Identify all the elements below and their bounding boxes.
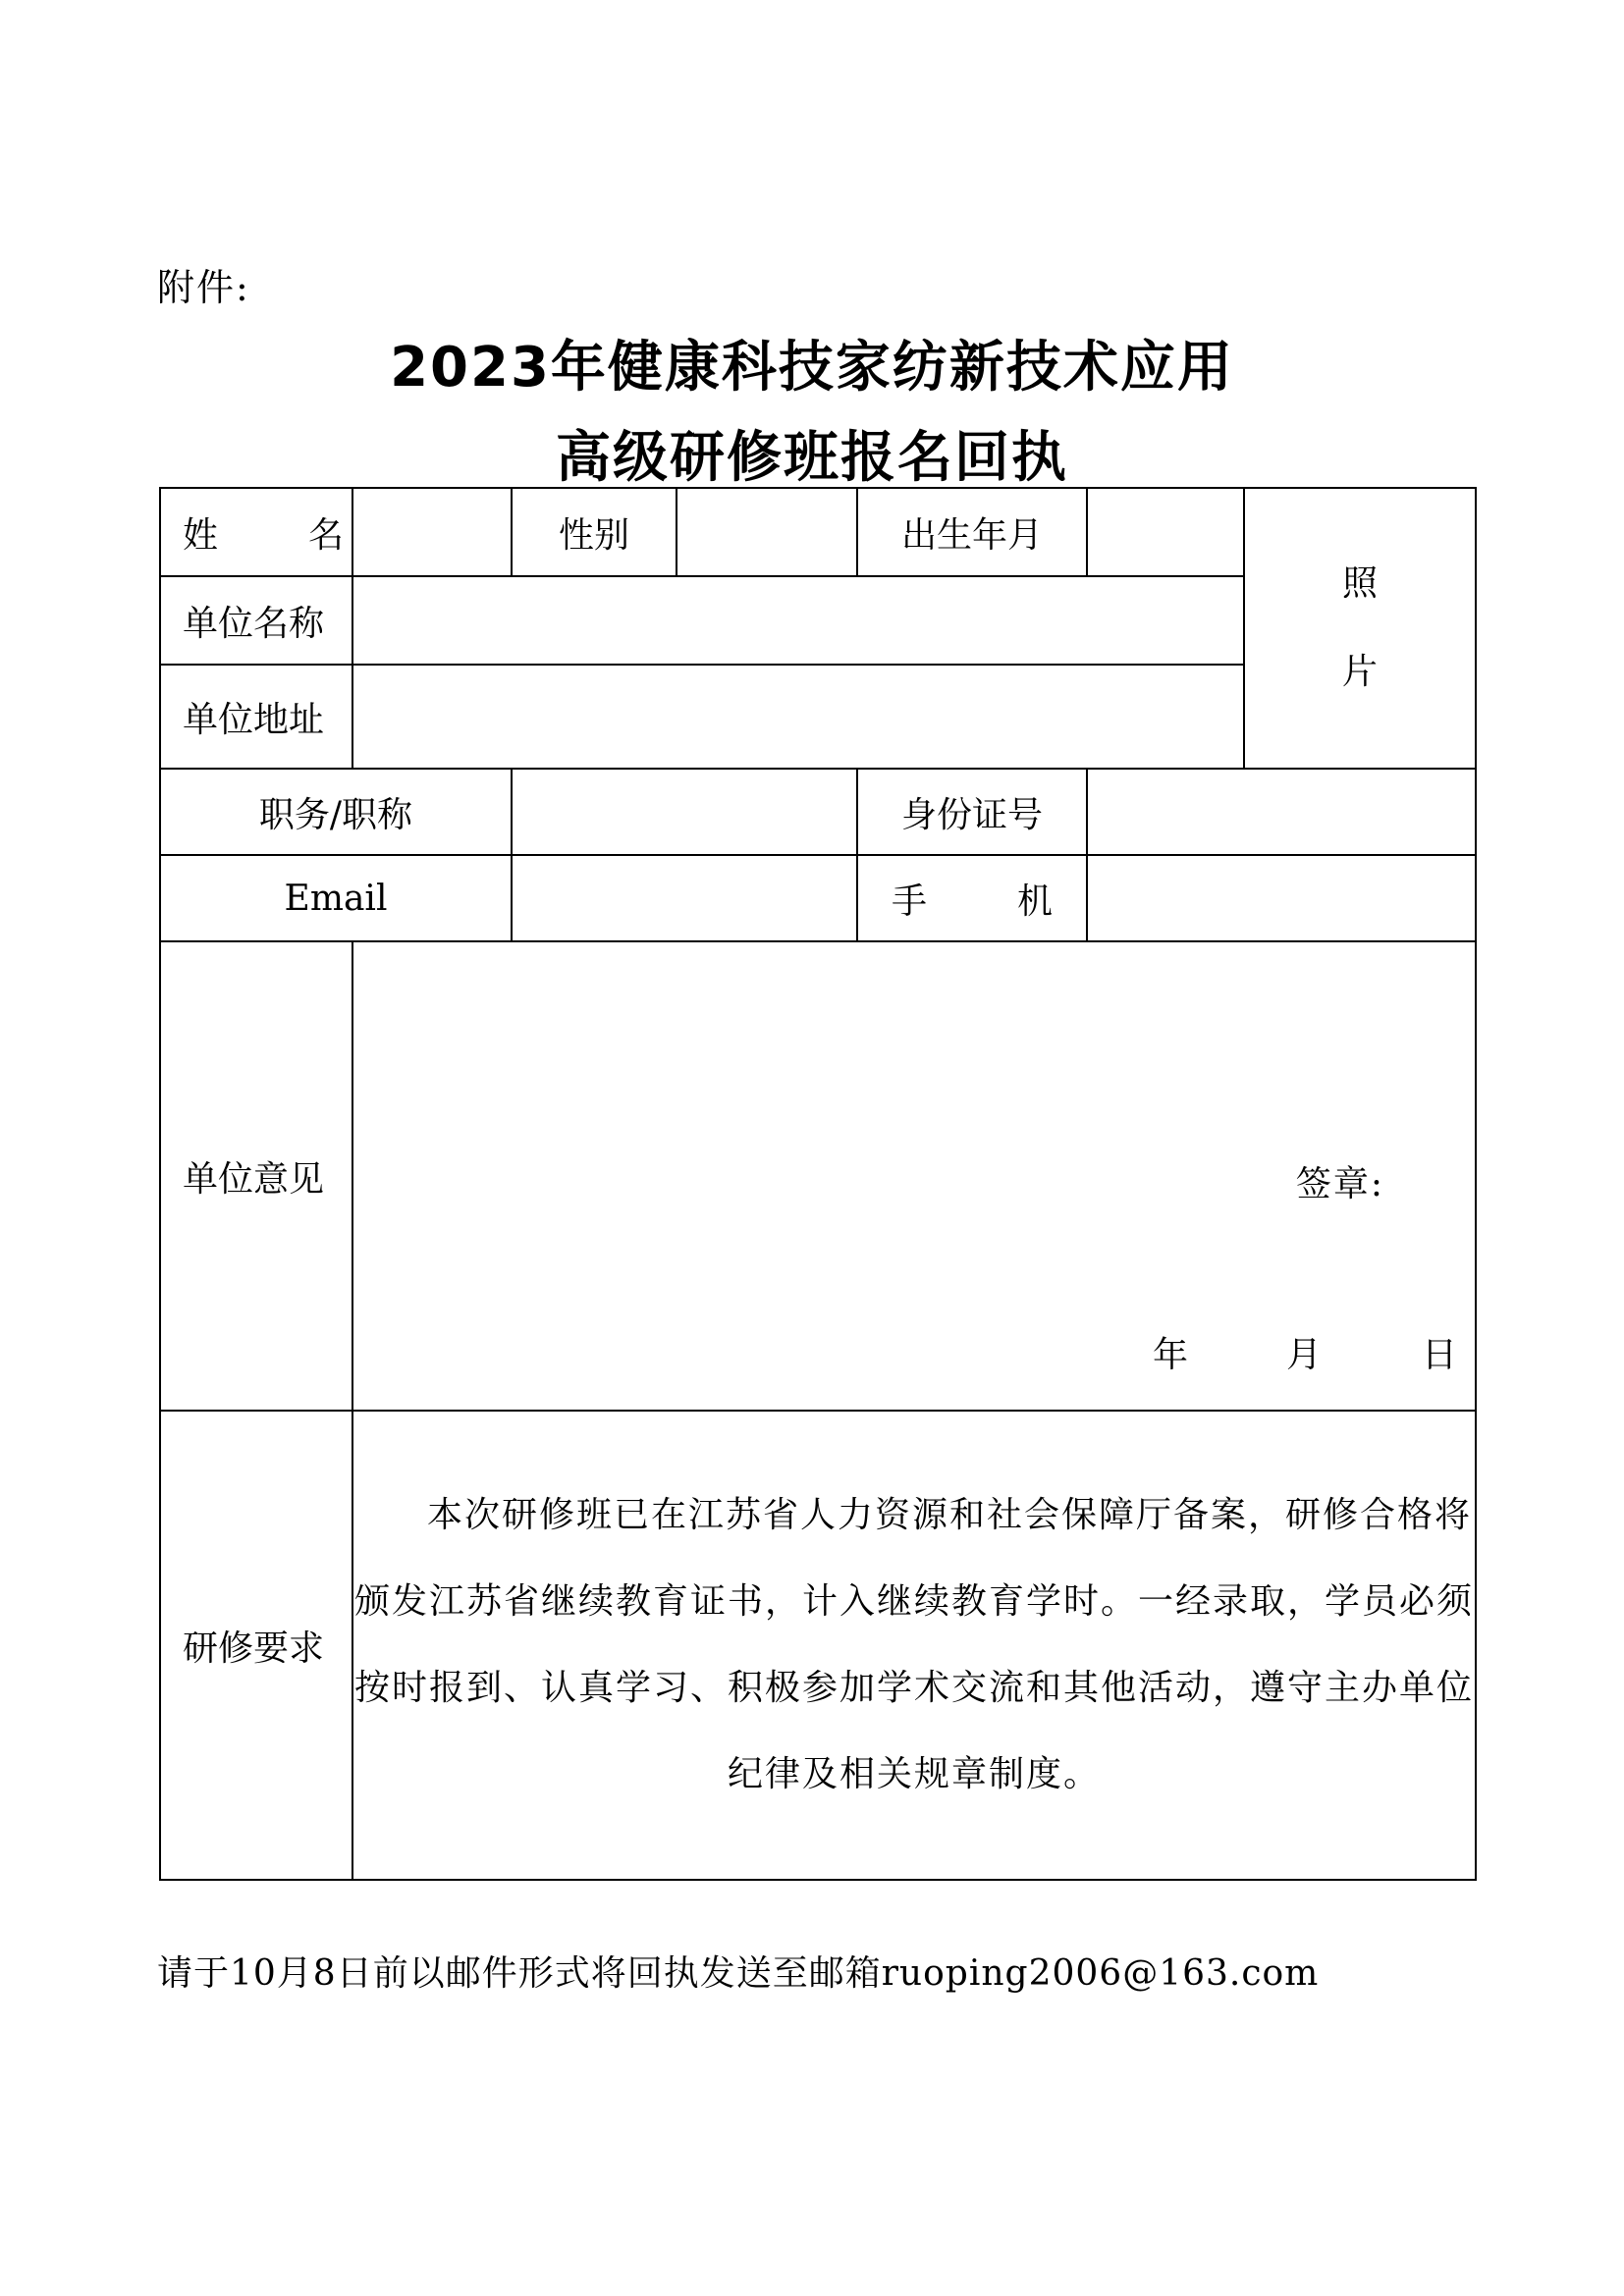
footer-note: 请于10月8日前以邮件形式将回执发送至邮箱ruoping2006@163.com (157, 1953, 1320, 1994)
id-number-input-cell[interactable] (1087, 769, 1476, 855)
phone-label (857, 855, 1087, 941)
name-input-cell[interactable] (352, 488, 512, 576)
phone-label-char-2: 机 (1017, 881, 1054, 922)
email-label: Email (160, 855, 512, 941)
date-line (1153, 1327, 1457, 1377)
date-day-label: 日 (1421, 1335, 1457, 1375)
requirements-label: 研修要求 (160, 1411, 352, 1880)
gender-input-cell[interactable] (677, 488, 857, 576)
email-input-cell[interactable] (512, 855, 857, 941)
unit-name-input-cell[interactable] (352, 576, 1244, 665)
birth-input-cell[interactable] (1087, 488, 1244, 576)
position-input-cell[interactable] (512, 769, 857, 855)
birth-label: 出生年月 (857, 488, 1087, 576)
registration-form-table (159, 487, 1477, 1881)
name-label-char-1: 姓 (183, 514, 219, 556)
phone-label-char-1: 手 (891, 881, 927, 922)
unit-opinion-label: 单位意见 (160, 941, 352, 1411)
form-title-line-1: 2023年健康科技家纺新技术应用 (390, 336, 1234, 400)
gender-label: 性别 (512, 488, 677, 576)
form-title-line-2: 高级研修班报名回执 (556, 426, 1068, 490)
photo-cell[interactable] (1244, 488, 1476, 769)
id-number-label: 身份证号 (857, 769, 1087, 855)
unit-address-label: 单位地址 (160, 665, 352, 769)
photo-label-char-2: 片 (1341, 652, 1378, 692)
date-month-label: 月 (1285, 1335, 1322, 1375)
unit-name-label: 单位名称 (160, 576, 352, 665)
attachment-label: 附件: (157, 266, 250, 309)
date-year-label: 年 (1152, 1335, 1188, 1375)
photo-label-char-1: 照 (1341, 563, 1378, 604)
unit-address-input-cell[interactable] (352, 665, 1244, 769)
requirements-text: 本次研修班已在江苏省人力资源和社会保障厅备案，研修合格将颁发江苏省继续教育证书，计入继续教育学时。一经录取，学员必须按时报到、认真学习、积极参加学术交流和其他活动，遵守主办单位纪律及相关规章制度。 (352, 1411, 1476, 1880)
phone-input-cell[interactable] (1087, 855, 1476, 941)
unit-opinion-input-cell[interactable] (352, 941, 1476, 1411)
position-label: 职务/职称 (160, 769, 512, 855)
seal-label: 签章: (1295, 1164, 1384, 1204)
name-label-char-2: 名 (308, 514, 345, 556)
name-label (160, 488, 352, 576)
